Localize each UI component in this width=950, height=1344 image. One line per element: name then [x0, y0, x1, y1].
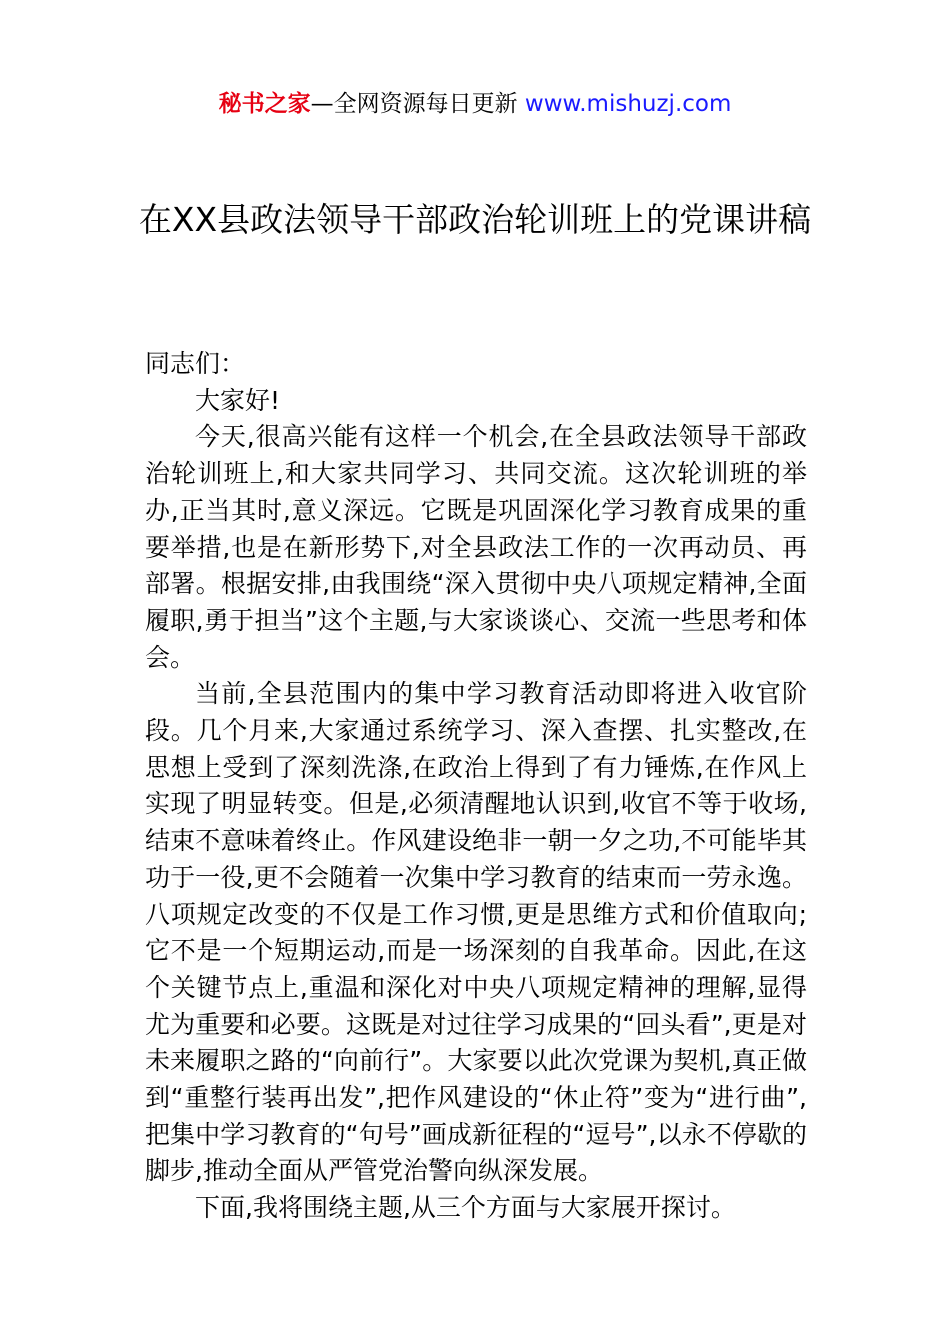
brand-name: 秘书之家 [218, 91, 311, 117]
header-tagline: —全网资源每日更新 [310, 91, 518, 117]
site-header [0, 86, 950, 122]
salutation: 同志们： [145, 349, 246, 378]
paragraph-intro: 今天,很高兴能有这样一个机会,在全县政法领导干部政治轮训班上,和大家共同学习、共同交流。这次轮训班的举办,正当其时,意义深远。它既是巩固深化学习教育成果的重要举措,也是在新形势下,对全县政法工作的一次再动员、再部署。根据安排,由我围绕“深入贯彻中央八项规定精神,全面履职,勇于担当”这个主题,与大家谈谈心、交流一些思考和体会。 [145, 422, 807, 672]
site-url-link[interactable]: www.mishuzj.com [524, 91, 732, 117]
document-title: 在XX县政法领导干部政治轮训班上的党课讲稿 [138, 200, 812, 239]
paragraph-context: 当前,全县范围内的集中学习教育活动即将进入收官阶段。几个月来,大家通过系统学习、深入查摆、扎实整改,在思想上受到了深刻洗涤,在政治上得到了有力锤炼,在作风上实现了明显转变。但是,必须清醒地认识到,收官不等于收场,结束不意味着终止。作风建设绝非一朝一夕之功,不可能毕其功于一役,更不会随着一次集中学习教育的结束而一劳永逸。八项规定改变的不仅是工作习惯,更是思维方式和价值取向;它不是一个短期运动,而是一场深刻的自我革命。因此,在这个关键节点上,重温和深化对中央八项规定精神的理解,显得尤为重要和必要。这既是对过往学习成果的“回头看”,更是对未来履职之路的“向前行”。大家要以此次党课为契机,真正做到“重整行装再出发”,把作风建设的“休止符”变为“进行曲”,把集中学习教育的“句号”画成新征程的“逗号”,以永不停歇的脚步,推动全面从严管党治警向纵深发展。 [145, 679, 807, 1186]
document-body [145, 346, 807, 1227]
paragraph-outline: 下面,我将围绕主题,从三个方面与大家展开探讨。 [195, 1193, 736, 1223]
paragraph-greeting: 大家好! [195, 385, 281, 415]
